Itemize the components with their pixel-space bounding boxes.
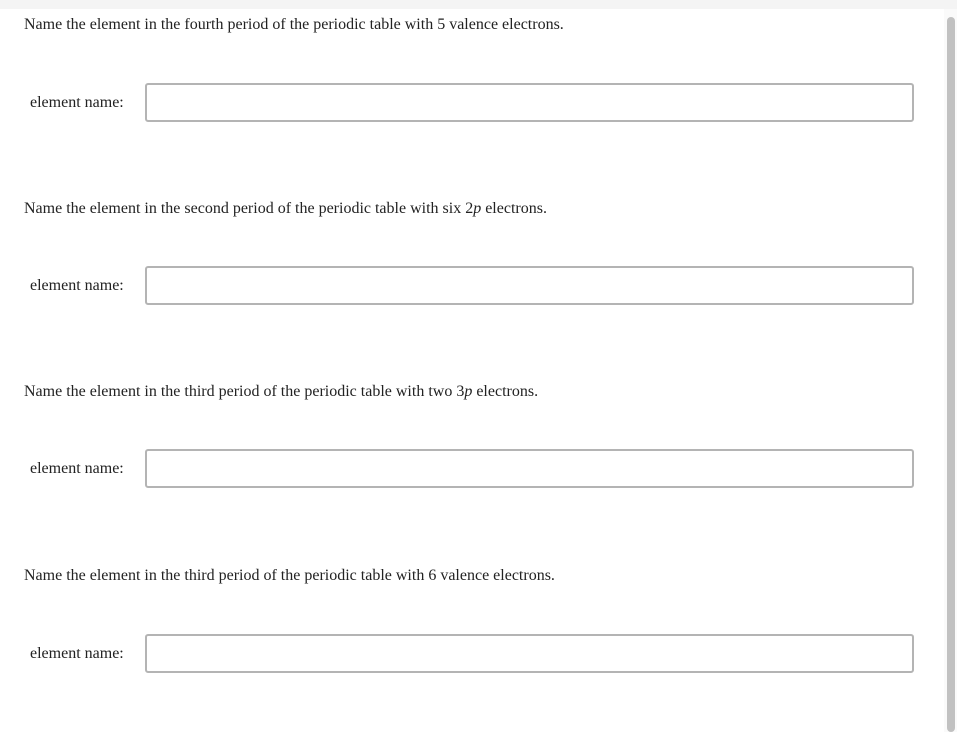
- question-3-answer-label: element name:: [30, 460, 124, 477]
- question-3-orbital-number: 3: [456, 383, 465, 400]
- question-2-text: Name the element in the second period of the periodic table with six: [24, 200, 466, 217]
- question-2-prompt: [24, 199, 547, 219]
- question-1-text: Name the element in the fourth period of the periodic table with 5 valence electrons.: [24, 16, 564, 33]
- top-bar: [0, 0, 957, 9]
- question-2-answer-label: element name:: [30, 277, 124, 294]
- question-1-prompt: [24, 15, 564, 35]
- worksheet: [0, 9, 944, 732]
- question-4-text: Name the element in the third period of the periodic table with 6 valence electrons.: [24, 567, 555, 584]
- question-1-answer-row: [30, 83, 914, 123]
- question-4-answer-box[interactable]: [145, 634, 914, 673]
- element-name-input-2[interactable]: [147, 268, 912, 303]
- element-name-input-3[interactable]: [147, 451, 912, 486]
- element-name-input-4[interactable]: [147, 636, 912, 671]
- question-4-answer-label: element name:: [30, 645, 124, 662]
- question-2-answer-row: [30, 266, 914, 306]
- question-3-text-end: electrons.: [472, 383, 539, 400]
- question-2-orbital-letter: p: [473, 200, 482, 217]
- question-3-prompt: [24, 382, 538, 402]
- vertical-scrollbar-thumb[interactable]: [947, 17, 955, 732]
- question-2-orbital-number: 2: [465, 200, 474, 217]
- question-3-orbital-letter: p: [464, 383, 473, 400]
- question-3-answer-box[interactable]: [145, 449, 914, 488]
- question-4-prompt: [24, 566, 555, 586]
- element-name-input-1[interactable]: [147, 85, 912, 120]
- question-1-answer-box[interactable]: [145, 83, 914, 122]
- question-2-text-end: electrons.: [481, 200, 547, 217]
- question-3-answer-row: [30, 449, 914, 489]
- question-1-answer-label: element name:: [30, 94, 124, 111]
- question-2-answer-box[interactable]: [145, 266, 914, 305]
- question-3-text: Name the element in the third period of the periodic table with two: [24, 383, 457, 400]
- question-4-answer-row: [30, 634, 914, 674]
